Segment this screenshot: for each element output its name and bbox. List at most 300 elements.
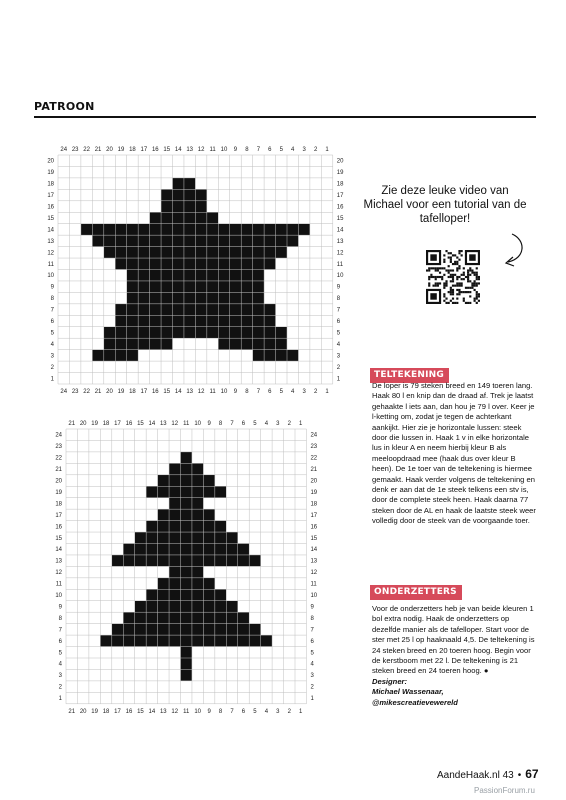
filled-cell bbox=[226, 624, 237, 635]
column-number: 5 bbox=[279, 147, 283, 153]
filled-cell bbox=[238, 544, 249, 555]
row-number: 1 bbox=[58, 696, 62, 703]
row-number: 2 bbox=[50, 364, 54, 371]
row-number: 21 bbox=[310, 467, 318, 474]
filled-cell bbox=[230, 281, 241, 292]
filled-cell bbox=[241, 235, 252, 246]
column-number: 7 bbox=[256, 147, 261, 153]
filled-cell bbox=[249, 555, 260, 566]
filled-cell bbox=[241, 224, 252, 235]
qr-module bbox=[454, 302, 456, 304]
qr-module bbox=[467, 278, 469, 280]
qr-module bbox=[435, 276, 437, 278]
filled-cell bbox=[192, 635, 203, 646]
filled-cell bbox=[135, 544, 146, 555]
qr-module bbox=[450, 280, 452, 282]
column-number: 19 bbox=[117, 389, 125, 395]
qr-module bbox=[467, 280, 469, 282]
filled-cell bbox=[218, 292, 229, 303]
row-number: 7 bbox=[310, 627, 314, 634]
filled-cell bbox=[135, 612, 146, 623]
filled-cell bbox=[215, 612, 226, 623]
filled-cell bbox=[192, 463, 203, 474]
filled-cell bbox=[253, 292, 264, 303]
filled-cell bbox=[150, 338, 161, 349]
qr-module bbox=[437, 276, 439, 278]
filled-cell bbox=[207, 258, 218, 269]
row-number: 2 bbox=[336, 364, 341, 371]
filled-cell bbox=[203, 521, 214, 532]
filled-cell bbox=[226, 532, 237, 543]
qr-module bbox=[450, 261, 452, 263]
qr-module bbox=[469, 269, 471, 271]
column-number: 21 bbox=[68, 708, 76, 715]
filled-cell bbox=[218, 270, 229, 281]
row-number: 19 bbox=[310, 489, 318, 496]
column-number: 6 bbox=[241, 708, 246, 715]
filled-cell bbox=[123, 624, 134, 635]
filled-cell bbox=[218, 235, 229, 246]
qr-module bbox=[465, 287, 467, 289]
column-number: 13 bbox=[159, 421, 167, 427]
row-number: 2 bbox=[58, 684, 62, 691]
column-number: 2 bbox=[313, 147, 318, 153]
row-number: 13 bbox=[47, 238, 54, 245]
qr-module bbox=[474, 285, 476, 287]
filled-cell bbox=[181, 624, 192, 635]
qr-module bbox=[456, 302, 458, 304]
qr-module bbox=[448, 272, 450, 274]
column-number: 20 bbox=[79, 421, 87, 427]
qr-module bbox=[450, 291, 452, 293]
column-number: 2 bbox=[287, 421, 291, 427]
qr-module bbox=[458, 252, 460, 254]
onderzetters-text: Voor de onderzetters heb je van beide kleuren 1 bol extra nodig. Haak de onderzetters op dezelfde manier als de tafelloper. Start voor de ster met 25 l op haaknaald 4,5. De teltekening is 24 steken breed en 20 toeren hoog. Begin voor de kerstboom met 22 l. De teltekening is 21 steken breed en 24 toeren hoog. ● bbox=[372, 604, 535, 676]
filled-cell bbox=[181, 532, 192, 543]
qr-module bbox=[461, 285, 463, 287]
filled-cell bbox=[169, 544, 180, 555]
filled-cell bbox=[218, 247, 229, 258]
qr-module bbox=[463, 278, 465, 280]
filled-cell bbox=[230, 327, 241, 338]
row-number: 12 bbox=[310, 570, 318, 577]
qr-module bbox=[458, 289, 460, 291]
filled-cell bbox=[264, 350, 275, 361]
filled-cell bbox=[241, 338, 252, 349]
row-number: 4 bbox=[336, 341, 341, 348]
filled-cell bbox=[123, 635, 134, 646]
column-number: 12 bbox=[171, 421, 179, 427]
filled-cell bbox=[241, 292, 252, 303]
row-number: 9 bbox=[50, 284, 54, 291]
qr-module bbox=[458, 259, 460, 261]
filled-cell bbox=[195, 281, 206, 292]
filled-cell bbox=[181, 669, 192, 680]
qr-module bbox=[452, 291, 454, 293]
qr-module bbox=[463, 300, 465, 302]
row-number: 20 bbox=[310, 478, 318, 485]
row-number: 5 bbox=[50, 330, 54, 337]
filled-cell bbox=[173, 327, 184, 338]
qr-module bbox=[465, 291, 467, 293]
row-number: 18 bbox=[47, 181, 54, 188]
filled-cell bbox=[181, 566, 192, 577]
filled-cell bbox=[238, 624, 249, 635]
qr-module bbox=[454, 274, 456, 276]
filled-cell bbox=[169, 555, 180, 566]
qr-module bbox=[445, 282, 447, 284]
filled-cell bbox=[173, 270, 184, 281]
footer-separator: • bbox=[517, 770, 522, 781]
qr-module bbox=[448, 256, 450, 258]
filled-cell bbox=[181, 635, 192, 646]
filled-cell bbox=[276, 235, 287, 246]
filled-cell bbox=[181, 658, 192, 669]
qr-code-icon[interactable] bbox=[426, 250, 480, 304]
qr-module bbox=[474, 300, 476, 302]
filled-cell bbox=[161, 338, 172, 349]
filled-cell bbox=[181, 647, 192, 658]
filled-cell bbox=[150, 235, 161, 246]
filled-cell bbox=[161, 304, 172, 315]
qr-module bbox=[426, 269, 428, 271]
qr-module bbox=[443, 254, 445, 256]
filled-cell bbox=[158, 612, 169, 623]
filled-cell bbox=[241, 281, 252, 292]
column-number: 24 bbox=[60, 389, 68, 395]
row-number: 16 bbox=[310, 524, 318, 531]
qr-module bbox=[456, 293, 458, 295]
filled-cell bbox=[226, 555, 237, 566]
filled-cell bbox=[253, 327, 264, 338]
qr-module bbox=[452, 263, 454, 265]
row-number: 12 bbox=[55, 570, 62, 577]
filled-cell bbox=[249, 624, 260, 635]
qr-module bbox=[469, 291, 471, 293]
filled-cell bbox=[207, 247, 218, 258]
column-number: 4 bbox=[291, 147, 295, 153]
qr-module bbox=[450, 300, 452, 302]
filled-cell bbox=[184, 178, 195, 189]
filled-cell bbox=[230, 235, 241, 246]
filled-cell bbox=[104, 338, 115, 349]
filled-cell bbox=[150, 258, 161, 269]
column-number: 2 bbox=[287, 708, 291, 715]
filled-cell bbox=[184, 235, 195, 246]
filled-cell bbox=[218, 327, 229, 338]
qr-module bbox=[474, 280, 476, 282]
filled-cell bbox=[173, 247, 184, 258]
filled-cell bbox=[150, 327, 161, 338]
row-number: 7 bbox=[336, 307, 341, 314]
qr-module bbox=[443, 300, 445, 302]
filled-cell bbox=[218, 224, 229, 235]
filled-cell bbox=[158, 624, 169, 635]
filled-cell bbox=[146, 601, 157, 612]
filled-cell bbox=[173, 224, 184, 235]
qr-module bbox=[474, 272, 476, 274]
column-number: 11 bbox=[209, 389, 216, 395]
qr-module bbox=[458, 291, 460, 293]
filled-cell bbox=[230, 270, 241, 281]
filled-cell bbox=[158, 509, 169, 520]
column-number: 9 bbox=[207, 708, 211, 715]
filled-cell bbox=[158, 578, 169, 589]
column-number: 14 bbox=[174, 389, 182, 395]
row-number: 8 bbox=[50, 296, 54, 303]
qr-module bbox=[467, 274, 469, 276]
filled-cell bbox=[181, 509, 192, 520]
filled-cell bbox=[195, 327, 206, 338]
filled-cell bbox=[158, 532, 169, 543]
star-chart bbox=[42, 139, 349, 400]
column-number: 3 bbox=[276, 421, 280, 427]
row-number: 22 bbox=[310, 455, 318, 462]
filled-cell bbox=[195, 201, 206, 212]
filled-cell bbox=[158, 521, 169, 532]
filled-cell bbox=[138, 315, 149, 326]
filled-cell bbox=[184, 327, 195, 338]
column-number: 23 bbox=[71, 147, 79, 153]
filled-cell bbox=[104, 247, 115, 258]
filled-cell bbox=[158, 601, 169, 612]
filled-cell bbox=[138, 338, 149, 349]
qr-module bbox=[478, 293, 480, 295]
filled-cell bbox=[158, 589, 169, 600]
filled-cell bbox=[169, 635, 180, 646]
column-number: 4 bbox=[264, 421, 269, 427]
row-number: 20 bbox=[336, 158, 344, 165]
filled-cell bbox=[173, 292, 184, 303]
qr-module bbox=[458, 265, 460, 267]
qr-module bbox=[445, 302, 447, 304]
qr-module bbox=[476, 302, 478, 304]
filled-cell bbox=[203, 532, 214, 543]
row-number: 5 bbox=[336, 330, 341, 337]
column-number: 20 bbox=[106, 389, 113, 395]
row-number: 4 bbox=[58, 661, 62, 668]
column-number: 16 bbox=[151, 147, 159, 153]
filled-cell bbox=[203, 486, 214, 497]
qr-module bbox=[474, 282, 476, 284]
row-number: 12 bbox=[336, 250, 344, 257]
filled-cell bbox=[238, 555, 249, 566]
row-number: 7 bbox=[50, 307, 54, 314]
section-title: PATROON bbox=[34, 100, 95, 113]
filled-cell bbox=[181, 578, 192, 589]
filled-cell bbox=[203, 509, 214, 520]
qr-module bbox=[443, 267, 445, 269]
column-number: 24 bbox=[60, 147, 68, 153]
column-number: 6 bbox=[241, 421, 246, 427]
filled-cell bbox=[195, 247, 206, 258]
row-number: 1 bbox=[336, 376, 341, 383]
filled-cell bbox=[184, 224, 195, 235]
filled-cell bbox=[150, 304, 161, 315]
row-number: 10 bbox=[310, 593, 318, 600]
qr-module bbox=[452, 289, 454, 291]
filled-cell bbox=[192, 544, 203, 555]
filled-cell bbox=[203, 555, 214, 566]
filled-cell bbox=[241, 247, 252, 258]
column-number: 9 bbox=[233, 147, 238, 153]
filled-cell bbox=[215, 601, 226, 612]
qr-module bbox=[456, 289, 458, 291]
filled-cell bbox=[158, 544, 169, 555]
filled-cell bbox=[207, 327, 218, 338]
row-number: 5 bbox=[58, 650, 62, 657]
row-number: 24 bbox=[55, 432, 62, 439]
filled-cell bbox=[195, 212, 206, 223]
column-number: 10 bbox=[220, 147, 228, 153]
qr-module bbox=[448, 291, 450, 293]
row-number: 11 bbox=[336, 261, 344, 268]
row-number: 3 bbox=[336, 353, 341, 360]
filled-cell bbox=[195, 189, 206, 200]
row-number: 13 bbox=[310, 558, 318, 565]
filled-cell bbox=[218, 281, 229, 292]
row-number: 10 bbox=[336, 273, 344, 280]
filled-cell bbox=[112, 635, 123, 646]
filled-cell bbox=[104, 350, 115, 361]
qr-module bbox=[476, 285, 478, 287]
filled-cell bbox=[253, 281, 264, 292]
filled-cell bbox=[169, 532, 180, 543]
filled-cell bbox=[173, 281, 184, 292]
filled-cell bbox=[207, 224, 218, 235]
watermark: PassionForum.ru bbox=[474, 786, 535, 795]
filled-cell bbox=[287, 350, 298, 361]
filled-cell bbox=[161, 258, 172, 269]
column-number: 21 bbox=[94, 147, 102, 153]
filled-cell bbox=[138, 270, 149, 281]
filled-cell bbox=[181, 452, 192, 463]
filled-cell bbox=[192, 521, 203, 532]
filled-cell bbox=[169, 521, 180, 532]
qr-module bbox=[450, 252, 452, 254]
filled-cell bbox=[150, 270, 161, 281]
filled-cell bbox=[226, 612, 237, 623]
column-number: 13 bbox=[159, 708, 167, 715]
qr-module bbox=[467, 269, 469, 271]
filled-cell bbox=[207, 235, 218, 246]
qr-module bbox=[456, 298, 458, 300]
row-number: 8 bbox=[58, 615, 62, 622]
qr-module bbox=[450, 293, 452, 295]
column-number: 5 bbox=[253, 708, 257, 715]
filled-cell bbox=[192, 612, 203, 623]
qr-module bbox=[456, 261, 458, 263]
filled-cell bbox=[241, 270, 252, 281]
qr-module bbox=[471, 285, 473, 287]
column-number: 6 bbox=[268, 389, 272, 395]
column-number: 4 bbox=[291, 389, 295, 395]
row-number: 23 bbox=[310, 444, 318, 451]
filled-cell bbox=[169, 589, 180, 600]
filled-cell bbox=[203, 624, 214, 635]
filled-cell bbox=[135, 532, 146, 543]
qr-module bbox=[448, 302, 450, 304]
qr-module bbox=[437, 282, 439, 284]
filled-cell bbox=[138, 327, 149, 338]
teltekening-heading: TELTEKENING bbox=[370, 368, 449, 383]
filled-cell bbox=[203, 544, 214, 555]
row-number: 13 bbox=[336, 238, 344, 245]
filled-cell bbox=[264, 315, 275, 326]
filled-cell bbox=[238, 635, 249, 646]
qr-module bbox=[450, 276, 452, 278]
filled-cell bbox=[264, 224, 275, 235]
onderzetters-heading: ONDERZETTERS bbox=[370, 585, 462, 600]
qr-module bbox=[452, 293, 454, 295]
column-number: 7 bbox=[256, 389, 261, 395]
filled-cell bbox=[184, 304, 195, 315]
filled-cell bbox=[161, 292, 172, 303]
filled-cell bbox=[127, 338, 138, 349]
filled-cell bbox=[161, 201, 172, 212]
filled-cell bbox=[195, 292, 206, 303]
row-number: 14 bbox=[336, 227, 344, 234]
filled-cell bbox=[127, 315, 138, 326]
filled-cell bbox=[161, 247, 172, 258]
qr-module bbox=[445, 269, 447, 271]
filled-cell bbox=[218, 338, 229, 349]
qr-module bbox=[432, 276, 434, 278]
filled-cell bbox=[115, 315, 126, 326]
qr-module bbox=[439, 282, 441, 284]
filled-cell bbox=[161, 315, 172, 326]
row-number: 4 bbox=[310, 661, 314, 668]
row-number: 1 bbox=[310, 696, 314, 703]
filled-cell bbox=[127, 304, 138, 315]
filled-cell bbox=[215, 589, 226, 600]
qr-module bbox=[456, 285, 458, 287]
filled-cell bbox=[173, 178, 184, 189]
qr-module bbox=[456, 267, 458, 269]
row-number: 5 bbox=[310, 650, 314, 657]
qr-module bbox=[428, 269, 430, 271]
qr-module bbox=[432, 267, 434, 269]
qr-module bbox=[478, 295, 480, 297]
qr-module bbox=[469, 267, 471, 269]
filled-cell bbox=[161, 224, 172, 235]
filled-cell bbox=[115, 235, 126, 246]
filled-cell bbox=[173, 315, 184, 326]
qr-module bbox=[467, 291, 469, 293]
filled-cell bbox=[264, 338, 275, 349]
row-number: 20 bbox=[47, 158, 54, 165]
qr-module bbox=[476, 298, 478, 300]
column-number: 8 bbox=[218, 708, 223, 715]
qr-module bbox=[443, 293, 445, 295]
filled-cell bbox=[181, 486, 192, 497]
filled-cell bbox=[203, 612, 214, 623]
column-number: 15 bbox=[137, 421, 144, 427]
qr-module bbox=[437, 267, 439, 269]
row-number: 19 bbox=[47, 170, 54, 177]
filled-cell bbox=[195, 224, 206, 235]
qr-module bbox=[461, 274, 463, 276]
row-number: 4 bbox=[50, 341, 54, 348]
qr-module bbox=[454, 254, 456, 256]
filled-cell bbox=[253, 338, 264, 349]
qr-module bbox=[448, 276, 450, 278]
qr-module bbox=[478, 276, 480, 278]
filled-cell bbox=[207, 270, 218, 281]
filled-cell bbox=[92, 235, 103, 246]
qr-module bbox=[441, 276, 443, 278]
filled-cell bbox=[226, 601, 237, 612]
